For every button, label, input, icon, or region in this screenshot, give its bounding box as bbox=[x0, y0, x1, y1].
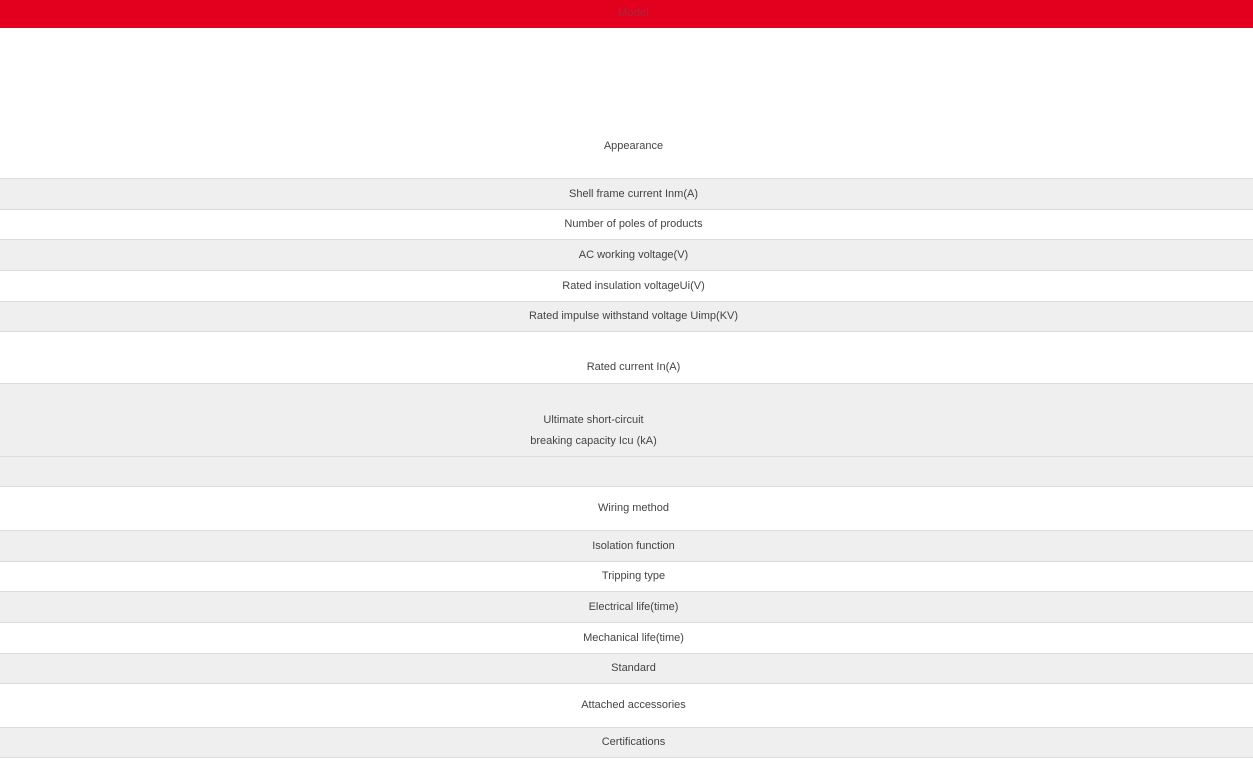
table-row-wiring-method bbox=[0, 487, 1253, 531]
table-row-rated-insulation-voltage bbox=[0, 271, 1253, 302]
table-header bbox=[0, 0, 1253, 28]
table-row-standard bbox=[0, 654, 1253, 684]
table-row-electrical-life bbox=[0, 592, 1253, 623]
row-label-electrical-life: Electrical life(time) bbox=[588, 600, 679, 613]
row-label-ac-working-voltage: AC working voltage(V) bbox=[578, 248, 689, 261]
spec-table bbox=[0, 28, 1253, 758]
row-label-tripping-type: Tripping type bbox=[601, 570, 666, 582]
table-row-isolation-function bbox=[0, 531, 1253, 562]
row-label-rated-current: Rated current In(A) bbox=[586, 361, 681, 373]
table-row-certifications bbox=[0, 728, 1253, 758]
row-label-breaking-capacity bbox=[530, 410, 657, 452]
header-model-label: Model bbox=[618, 7, 649, 19]
table-row-mechanical-life bbox=[0, 623, 1253, 654]
row-label-certifications: Certifications bbox=[601, 736, 666, 748]
row-label-isolation-function: Isolation function bbox=[592, 539, 675, 552]
row-label-breaking-capacity-line1: Ultimate short-circuit bbox=[543, 414, 644, 426]
table-row-shell-frame-current bbox=[0, 179, 1253, 210]
row-label-number-of-poles: Number of poles of products bbox=[564, 218, 703, 230]
table-row-ac-working-voltage bbox=[0, 240, 1253, 271]
row-label-shell-frame-current: Shell frame current Inm(A) bbox=[569, 187, 698, 200]
row-label-mechanical-life: Mechanical life(time) bbox=[583, 631, 684, 644]
table-row-rated-impulse-voltage bbox=[0, 302, 1253, 332]
row-label-wiring-method: Wiring method bbox=[598, 502, 669, 514]
table-row-appearance bbox=[0, 28, 1253, 179]
table-row-breaking-capacity bbox=[0, 384, 1253, 457]
table-row-tripping-type bbox=[0, 562, 1253, 592]
row-label-rated-impulse-voltage: Rated impulse withstand voltage Uimp(KV) bbox=[528, 310, 739, 322]
table-row-number-of-poles bbox=[0, 210, 1253, 240]
table-row-rated-current bbox=[0, 332, 1253, 384]
row-label-breaking-capacity-line2: breaking capacity Icu (kA) bbox=[530, 435, 657, 447]
row-label-standard: Standard bbox=[611, 662, 656, 674]
row-label-attached-accessories: Attached accessories bbox=[581, 699, 686, 711]
row-label-rated-insulation-voltage: Rated insulation voltageUi(V) bbox=[562, 279, 705, 292]
table-row-empty bbox=[0, 457, 1253, 487]
table-row-attached-accessories bbox=[0, 684, 1253, 728]
row-label-appearance: Appearance bbox=[603, 140, 664, 152]
